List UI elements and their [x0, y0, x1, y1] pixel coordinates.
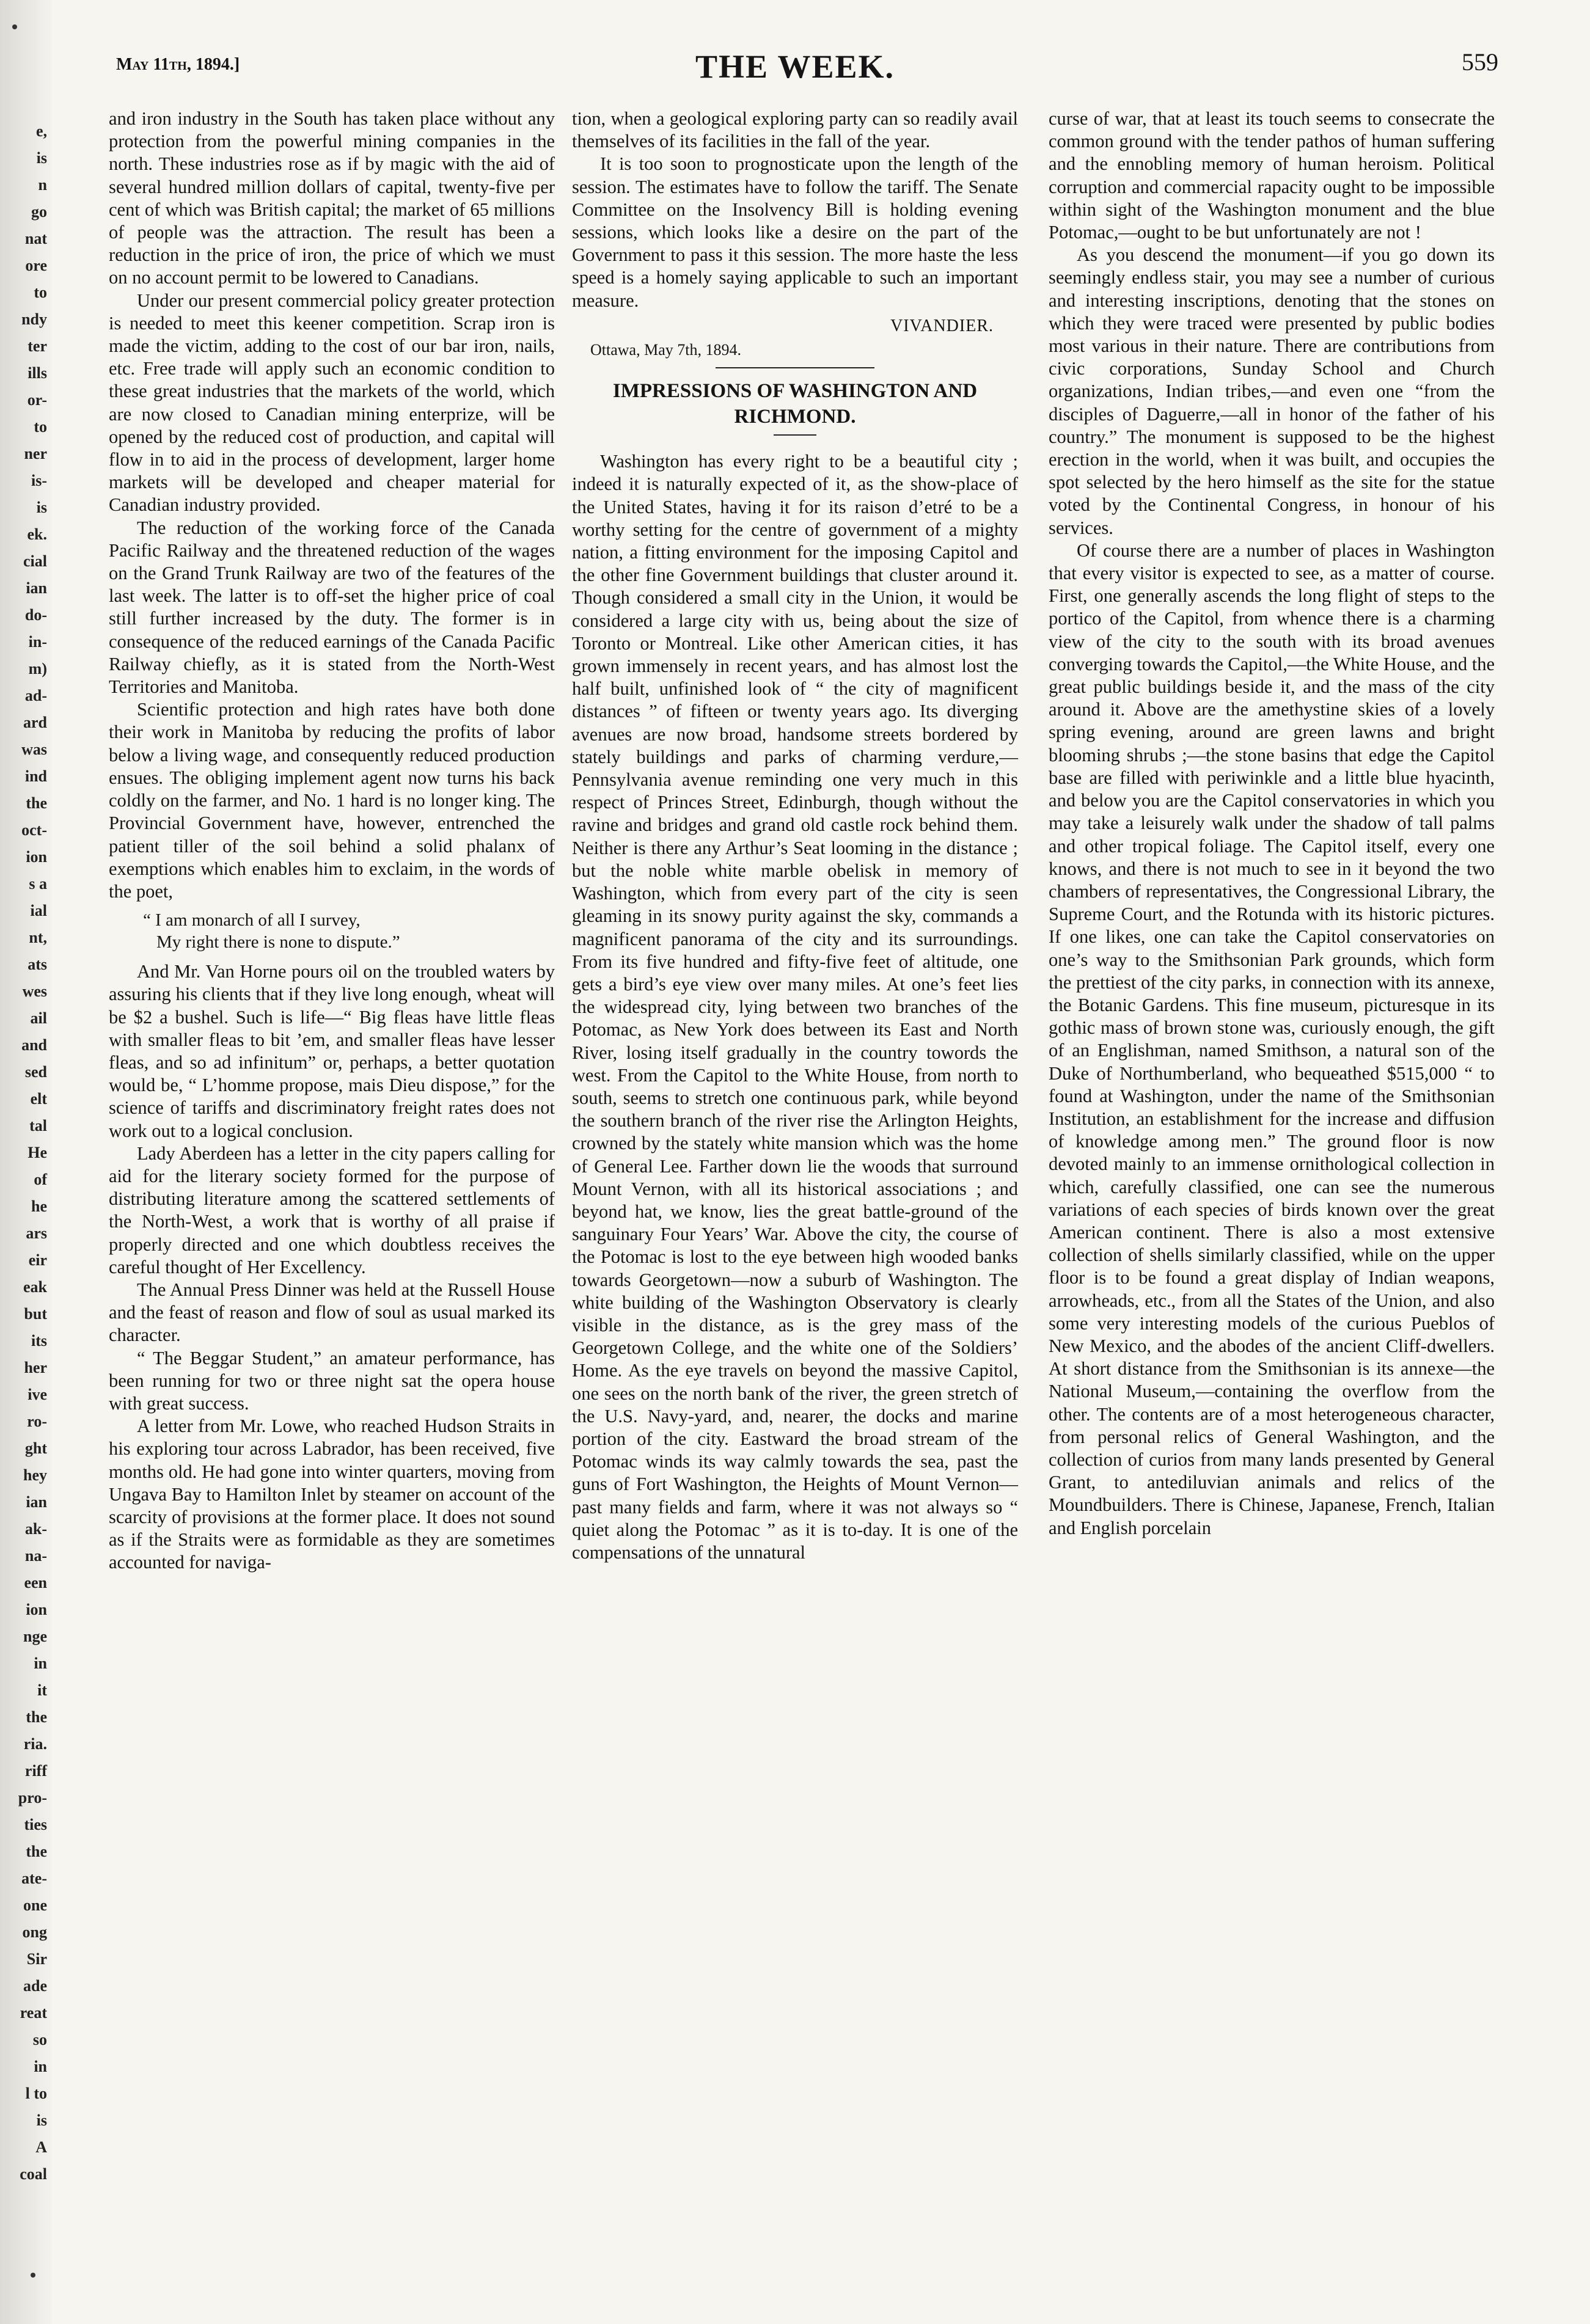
margin-fragment: of — [34, 1171, 47, 1188]
column-2 — [572, 108, 1018, 1564]
margin-fragment: ills — [27, 364, 47, 382]
author-signature: VIVANDIER. — [890, 316, 994, 335]
paragraph: As you descend the monument—if you go down its seemingly endless stair, you may see a number of curious and interesting inscriptions, denoting that the stones on which they were traced were presented by public bodies most various in their nature. There are contributions from civic corporations, Sunday School and Church organizations, Indian tribes,—and even one “from the disciples of Daguerre,—all in honor of the father of his country.” The monument is supposed to be the highest erection in the world, when it was built, and occupies the spot selected by the hero himself as the site for the statue voted by the Continental Congress, in honour of his services. — [1049, 244, 1495, 538]
margin-fragment: is- — [31, 472, 47, 489]
margin-fragment: oct- — [21, 821, 47, 839]
margin-fragment: s a — [29, 875, 47, 893]
paragraph: Lady Aberdeen has a letter in the city papers calling for aid for the literary society formed for the purpose of distributing literature among the scattered settlements of the North-West, a work that is worthy of all praise if properly directed and one which doubtless receives the careful thought of Her Excellency. — [109, 1142, 555, 1277]
margin-fragment: nge — [23, 1628, 47, 1645]
column-3 — [1049, 108, 1495, 1540]
margin-fragment: ak- — [24, 1520, 47, 1538]
margin-fragment: its — [31, 1332, 47, 1350]
margin-fragment: n — [38, 176, 47, 194]
article-headline: IMPRESSIONS OF WASHINGTON AND RICHMOND. — [612, 380, 978, 428]
issue-date: May 11th, 1894.] — [116, 55, 240, 74]
margin-fragment: ard — [23, 714, 47, 731]
margin-fragment: na- — [24, 1547, 47, 1565]
margin-fragment: ian — [26, 579, 47, 597]
margin-fragment: l to — [25, 2085, 47, 2102]
margin-fragment: in — [34, 2058, 47, 2075]
margin-fragment: in- — [28, 633, 47, 651]
margin-fragment: the — [26, 794, 47, 812]
margin-fragment: is — [36, 149, 47, 167]
margin-fragment: was — [21, 740, 47, 758]
margin-fragment: and — [21, 1036, 47, 1054]
section-divider — [716, 367, 874, 368]
margin-fragment: reat — [20, 2004, 47, 2022]
margin-fragment: eak — [23, 1278, 47, 1296]
margin-fragment: ties — [24, 1816, 47, 1833]
verse-line: My right there is none to dispute.” — [156, 932, 400, 952]
margin-fragment: to — [34, 418, 47, 436]
margin-fragment: the — [26, 1708, 47, 1726]
margin-fragment: ind — [24, 767, 47, 785]
margin-fragment: it — [37, 1681, 47, 1699]
paragraph: Under our present commercial policy greater protection is needed to meet this keener competition. Scrap iron is made the victim, adding to the cost of our bar iron, nails, etc. Free trade will apply such an economic condition to these great industries that the markets of the world, which are now closed to Canadian mining enterprize, will be opened by the reduced cost of production, and capital will flow in to aid in the process of development, larger home markets will be developed and cheaper material for Canadian industry provided. — [109, 290, 555, 516]
margin-fragment: go — [31, 203, 47, 221]
margin-fragment: one — [23, 1896, 47, 1914]
paragraph: The reduction of the working force of the Canada Pacific Railway and the threatened reduction of the wages on the Grand Trunk Railway are two of the features of the last week. The latter is to off-set the higher price of coal still further increased by the duty. The former is in consequence of the reduced earnings of the Canada Pacific Railway chiefly, as it is stated from the North-West Territories and Manitoba. — [109, 517, 555, 698]
adjacent-page-edge — [0, 0, 52, 2324]
paragraph: curse of war, that at least its touch seems to consecrate the common ground with the tender pathos of human suffering and the ennobling memory of human heroism. Political corruption and commercial rapacity ought to be impossible within sight of the Washington monument and the blue Potomac,—ought to be but unfortunately are not ! — [1049, 108, 1495, 243]
margin-fragment: ion — [26, 1601, 47, 1618]
paragraph: It is too soon to prognosticate upon the length of the session. The estimates have to follow the tariff. The Senate Committee on the Insolvency Bill is holding evening sessions, which looks like a desire on the part of the Government to pass it this session. The more haste the less speed is a homely saying applicable to such an important measure. — [572, 153, 1018, 311]
margin-fragment: ive — [27, 1386, 47, 1403]
dateline: Ottawa, May 7th, 1894. — [590, 341, 741, 359]
margin-fragment: ter — [27, 337, 47, 355]
margin-fragment: ion — [26, 848, 47, 866]
margin-fragment: ner — [24, 445, 47, 462]
margin-fragment: the — [26, 1843, 47, 1860]
margin-fragment: ek. — [27, 525, 47, 543]
margin-fragment: ro- — [27, 1412, 47, 1430]
margin-fragment: pro- — [18, 1789, 47, 1807]
margin-fragment: in — [34, 1654, 47, 1672]
margin-fragment: ats — [27, 956, 47, 973]
margin-fragment: nt, — [29, 929, 47, 946]
margin-fragment: is — [36, 499, 47, 516]
margin-fragment: ail — [30, 1009, 47, 1027]
margin-fragment: to — [34, 283, 47, 301]
margin-fragment: m) — [28, 660, 47, 678]
margin-fragment: ian — [26, 1493, 47, 1511]
margin-fragment: her — [24, 1359, 47, 1376]
margin-fragment: ade — [23, 1977, 47, 1995]
margin-fragment: tal — [29, 1117, 47, 1135]
margin-fragment: nat — [24, 230, 47, 247]
margin-fragment: eir — [28, 1251, 47, 1269]
paragraph: Of course there are a number of places in Washington that every visitor is expected to see, as a matter of course. First, one generally ascends the long flight of steps to the portico of the Capitol, from whence there is a charming view of the city to the south with its broad avenues converging towards the Capitol,—the White House, and the great public buildings beside it, and the mass of the city around it. Above are the amethystine skies of a lovely spring evening, around are green lawns and bright blooming shrubs ;—the stone basins that edge the Capitol base are filled with periwinkle and a little blue hyacinth, and below you are the Capitol conservatories in which you may take a leisurely walk under the shadow of tall palms and other tropical foliage. The Capitol itself, every one knows, and there is not much to see in it beyond the two chambers of representatives, the Congressional Library, the Supreme Court, and the Rotunda with its historic pictures. If one likes, one can take the Capitol conservatories on one’s way to the Smithsonian Park grounds, which form the prettiest of the city parks, in connection with its annexe, the Botanic Gardens. This fine museum, picturesque in its gothic mass of brown stone was, curiously enough, the gift of an Englishman, named Smithson, a natural son of the Duke of Northumberland, who bequeathed $515,000 “ to found at Washington, under the name of the Smithsonian Institution, an establishment for the increase and diffusion of knowledge among men.” The ground floor is now devoted mainly to an immense ornithological collection in which, carefully classified, one can see the numerous variations of each species of birds known over the great American continent. There is also a most extensive collection of shells similarly classified, while on the upper floor is to be found a great display of Indian weapons, arrowheads, etc., from all the States of the Union, and also some very interesting models of the curious Pueblos of New Mexico, and the abodes of the ancient Cliff-dwellers. At short distance from the Smithsonian is its annexe—the National Museum,—containing the overflow from the other. The contents are of a most heterogeneous character, from personal relics of General Washington, and the collection of curios from many lands presented by General Grant, to antediluvian animals and relics of the Moundbuilders. There is Chinese, Japanese, French, Italian and English porcelain — [1049, 539, 1495, 1538]
paragraph: And Mr. Van Horne pours oil on the troubled waters by assuring his clients that if they live long enough, wheat will be $2 a bushel. Such is life—“ Big fleas have little fleas with smaller fleas to bit ’em, and smaller fleas have lesser fleas, and so ad infinitum” or, perhaps, a better quotation would be, “ L’homme propose, mais Dieu dispose,” for the science of tariffs and discriminatory freight rates does not work out to a logical conclusion. — [109, 961, 555, 1141]
margin-fragment: wes — [22, 982, 47, 1000]
margin-fragment: sed — [24, 1063, 47, 1081]
margin-fragment: elt — [30, 1090, 47, 1108]
margin-fragment: ore — [25, 257, 47, 274]
paragraph: The Annual Press Dinner was held at the Russell House and the feast of reason and flow of soul as usual marked its character. — [109, 1279, 555, 1346]
margin-fragment: coal — [20, 2165, 47, 2183]
margin-fragment: e, — [35, 122, 47, 140]
page-number: 559 — [1462, 48, 1498, 76]
margin-fragment: ong — [22, 1923, 47, 1941]
print-speck — [12, 24, 17, 29]
margin-fragment: do- — [24, 606, 47, 624]
margin-fragment: he — [31, 1197, 47, 1215]
paragraph: Washington has every right to be a beautiful city ; indeed it is naturally expected of it, as the show-place of the United States, having it for its raison d’etré to be a worthy setting for the centre of government of a mighty nation, a fitting environment for the imposing Capitol and the other fine Government buildings that cluster around it. Though considered a small city in the Union, it would be considered a large city with us, being about the size of Toronto or Montreal. Like other American cities, it has grown immensely in recent years, and has almost lost the half built, unfinished look of “ the city of magnificent distances ” of fifteen or twenty years ago. Its diverging avenues are now broad, handsome streets bordered by stately buildings and parks of charming verdure,—Pennsylvania avenue reminding one very much in this respect of Princes Street, Edinburgh, though without the ravine and bridges and grand old castle rock behind them. Neither is there any Arthur’s Seat looming in the distance ; but the noble white marble obelisk in memory of Washington, which from every part of the city is seen gleaming in its snowy purity against the sky, commands a magnificent panorama of the city and its surroundings. From its five hundred and fifty-five feet of altitude, one gets a bird’s eye view over many miles. At one’s feet lies the widespread city, lying between two branches of the Potomac, as New York does between its East and North River, losing itself gradually in the country towords the west. From the Capitol to the White House, from north to south, seems to stretch one continuous park, while beyond the southern branch of the river rise the Arlington Heights, crowned by the stately white mansion which was the home of General Lee. Farther down lie the woods that surround Mount Vernon, with all its historical associations ; and beyond hat, we know, lies the great battle-ground of the sanguinary Four Years’ War. Above the city, the course of the Potomac is lost to the eye between high wooded banks towards Georgetown—now a suburb of Washington. The white building of the Washington Observatory is clearly visible in the distance, as is the grey mass of the Georgetown College, and the white one of the Soldiers’ Home. As the eye travels on beyond the massive Capitol, one sees on the north bank of the river, the green stretch of the U.S. Navy-yard, and, nearer, the docks and marine portion of the city. Eastward the broad stream of the Potomac winds its way calmly towards the sea, past the guns of Fort Washington, the Heights of Mount Vernon—past many fields and farm, where it was not always so “ quiet along the Potomac ” as it is to-day. It is one of the compensations of the unnatural — [572, 451, 1018, 1563]
margin-fragment: ial — [30, 902, 47, 919]
margin-fragment: ght — [24, 1439, 47, 1457]
paragraph: A letter from Mr. Lowe, who reached Hudson Straits in his exploring tour across Labrador, has been received, five months old. He had gone into winter quarters, moving from Ungava Bay to Hamilton Inlet by steamer on account of the scarcity of provisions at the former place. It does not sound as if the Straits were as formidable as they are sometimes accounted for naviga- — [109, 1416, 555, 1573]
margin-fragment: ndy — [21, 310, 47, 328]
margin-fragment: or- — [27, 391, 47, 409]
paragraph: tion, when a geological exploring party can so readily avail themselves of its facilities in the fall of the year. — [572, 108, 1018, 152]
paragraph: and iron industry in the South has taken place without any protection from the powerful mining companies in the north. These industries rose as if by magic with the aid of several hundred million dollars of capital, twenty-five per cent of which was British capital; the market of 65 millions of people was the attraction. The result has been a reduction in the price of iron, the price of which we must on no account permit to be lowered to Canadians. — [109, 108, 555, 288]
column-1 — [109, 108, 555, 1574]
margin-fragment: ars — [26, 1224, 47, 1242]
masthead-title: THE WEEK. — [695, 48, 895, 85]
poem-quotation — [143, 909, 555, 953]
verse-line: “ I am monarch of all I survey, — [143, 910, 361, 930]
headline-rule — [774, 434, 816, 436]
margin-fragment: ate- — [21, 1869, 47, 1887]
margin-fragment: He — [27, 1144, 47, 1161]
running-header — [92, 48, 1498, 90]
paragraph: “ The Beggar Student,” an amateur performance, has been running for two or three night sat the opera house with great success. — [109, 1347, 555, 1414]
margin-fragment: but — [24, 1305, 47, 1323]
margin-fragment: ria. — [23, 1735, 47, 1753]
margin-fragment: Sir — [26, 1950, 47, 1968]
margin-fragment: hey — [23, 1466, 47, 1484]
margin-fragment: riff — [24, 1762, 47, 1780]
print-speck — [31, 2273, 35, 2278]
margin-fragment: A — [35, 2138, 47, 2156]
margin-fragment: so — [32, 2031, 47, 2048]
margin-fragment: een — [24, 1574, 47, 1591]
margin-fragment: is — [36, 2111, 47, 2129]
paragraph: Scientific protection and high rates have both done their work in Manitoba by reducing the profits of labor below a living wage, and consequently reduced production ensues. The obliging implement agent now turns his back coldly on the farmer, and No. 1 hard is no longer king. The Provincial Government have, however, entrenched the patient tiller of the soil behind a solid phalanx of exemptions which enables him to exclaim, in the words of the poet, — [109, 699, 555, 902]
margin-fragment: ad- — [24, 687, 47, 704]
margin-fragment: cial — [23, 552, 47, 570]
